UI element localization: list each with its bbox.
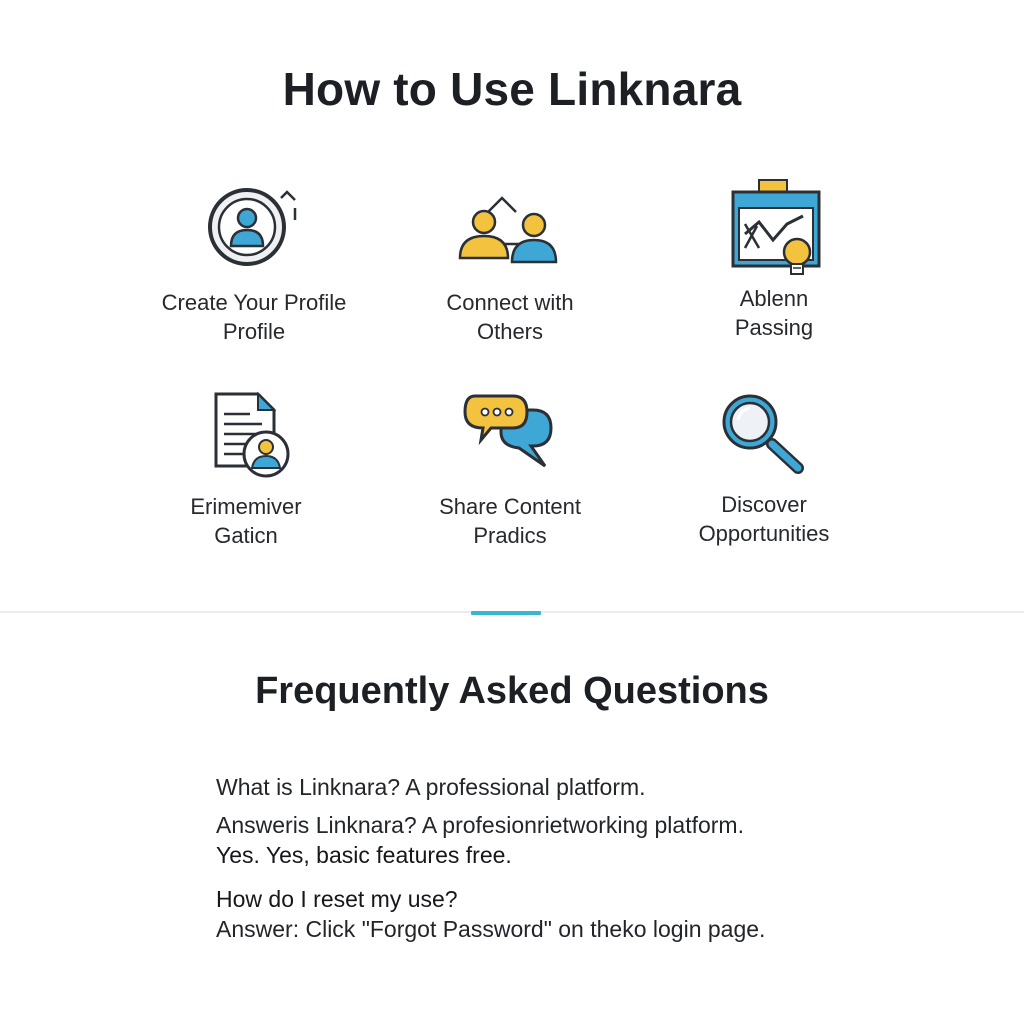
faq-item <box>216 810 916 870</box>
document-user-icon <box>196 390 296 486</box>
faq-answer-line: Yes. Yes, basic features free. <box>216 842 512 868</box>
faq-item <box>216 884 916 944</box>
magnifier-icon <box>714 388 814 484</box>
page-title: How to Use Linknara <box>282 63 742 115</box>
profile-avatar-icon <box>199 180 309 280</box>
step-label: Connect with Others <box>446 290 574 344</box>
faq-question: How do I reset my use? <box>216 886 458 912</box>
step-label: Share Content Pradics <box>439 494 581 548</box>
chat-bubbles-icon <box>455 390 565 486</box>
faq-list <box>216 772 916 950</box>
step-label: Erimemiver Gaticn <box>190 494 302 548</box>
step-label: Create Your Profile Profile <box>161 290 347 344</box>
faq-item: What is Linknara? A professional platform. <box>216 774 646 800</box>
divider-accent <box>471 611 541 615</box>
faq-answer-line: Answeris Linknara? A profesionrietworking platform. <box>216 812 744 838</box>
faq-title: Frequently Asked Questions <box>255 670 769 712</box>
connect-people-icon <box>450 180 570 280</box>
step-label: Ablenn Passing <box>734 286 814 340</box>
step-label: Discover Opportunities <box>698 492 830 546</box>
faq-answer-line: Answer: Click "Forgot Password" on theko login page. <box>216 916 766 942</box>
presentation-lightbulb-icon <box>719 178 829 282</box>
